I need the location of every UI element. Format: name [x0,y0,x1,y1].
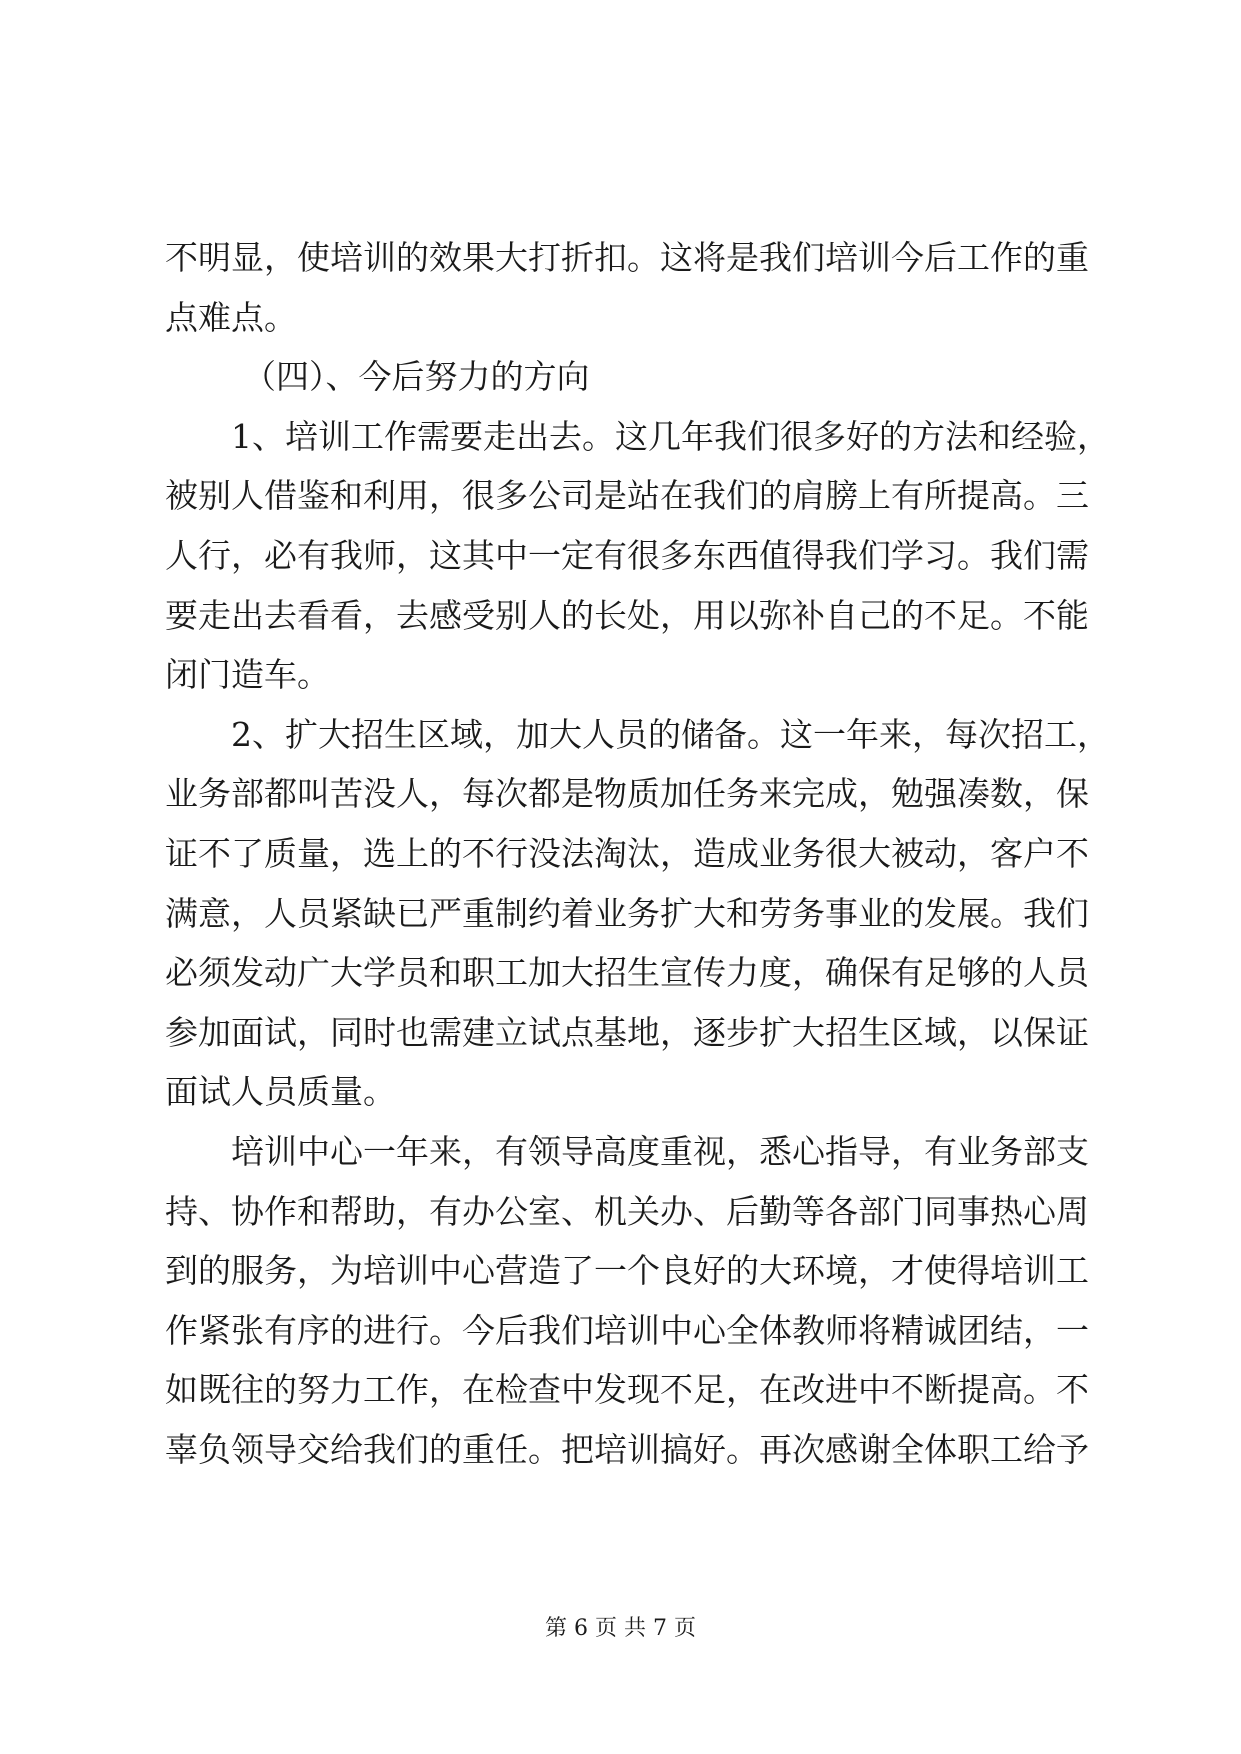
paragraph [165,407,1110,705]
text-line: 作紧张有序的进行。今后我们培训中心全体教师将精诚团结，一 [165,1310,1089,1350]
text-line: 点难点。 [165,297,297,337]
text-line: 业务部都叫苦没人，每次都是物质加任务来完成，勉强凑数，保 [165,774,1089,814]
text-line: 必须发动广大学员和职工加大招生宣传力度，确保有足够的人员 [165,953,1089,993]
text-line: 到的服务，为培训中心营造了一个良好的大环境，才使得培训工 [165,1251,1089,1291]
text-line: 被别人借鉴和利用，很多公司是站在我们的肩膀上有所提高。三 [165,476,1089,516]
text-line: 证不了质量，选上的不行没法淘汰，造成业务很大被动，客户不 [165,833,1089,873]
text-line: 如既往的努力工作，在检查中发现不足，在改进中不断提高。不 [165,1370,1089,1410]
text-line: 2、扩大招生区域，加大人员的储备。这一年来，每次招工， [231,714,1110,754]
text-line: 人行，必有我师，这其中一定有很多东西值得我们学习。我们需 [165,535,1089,575]
heading-text: （四）、今后努力的方向 [243,357,590,397]
paragraph [165,705,1110,1122]
text-line: 满意，人员紧缺已严重制约着业务扩大和劳务事业的发展。我们 [165,893,1089,933]
text-line: 辜负领导交给我们的重任。把培训搞好。再次感谢全体职工给予 [165,1429,1089,1469]
text-line: 要走出去看看，去感受别人的长处，用以弥补自己的不足。不能 [165,595,1089,635]
text-line: 面试人员质量。 [165,1072,396,1112]
text-line: 不明显，使培训的效果大打折扣。这将是我们培训今后工作的重 [165,238,1089,277]
document-body [165,228,1110,1479]
text-line: 参加面试，同时也需建立试点基地，逐步扩大招生区域，以保证 [165,1012,1089,1052]
text-line: 持、协作和帮助，有办公室、机关办、后勤等各部门同事热心周 [165,1191,1089,1231]
page-number-footer: 第 6 页 共 7 页 [545,1616,696,1641]
text-line: 1、培训工作需要走出去。这几年我们很多好的方法和经验， [231,416,1110,456]
paragraph [165,1122,1089,1480]
paragraph [165,228,1089,347]
text-line: 闭门造车。 [165,655,330,695]
section-heading [165,347,1081,407]
text-line: 培训中心一年来，有领导高度重视，悉心指导，有业务部支 [231,1131,1089,1171]
